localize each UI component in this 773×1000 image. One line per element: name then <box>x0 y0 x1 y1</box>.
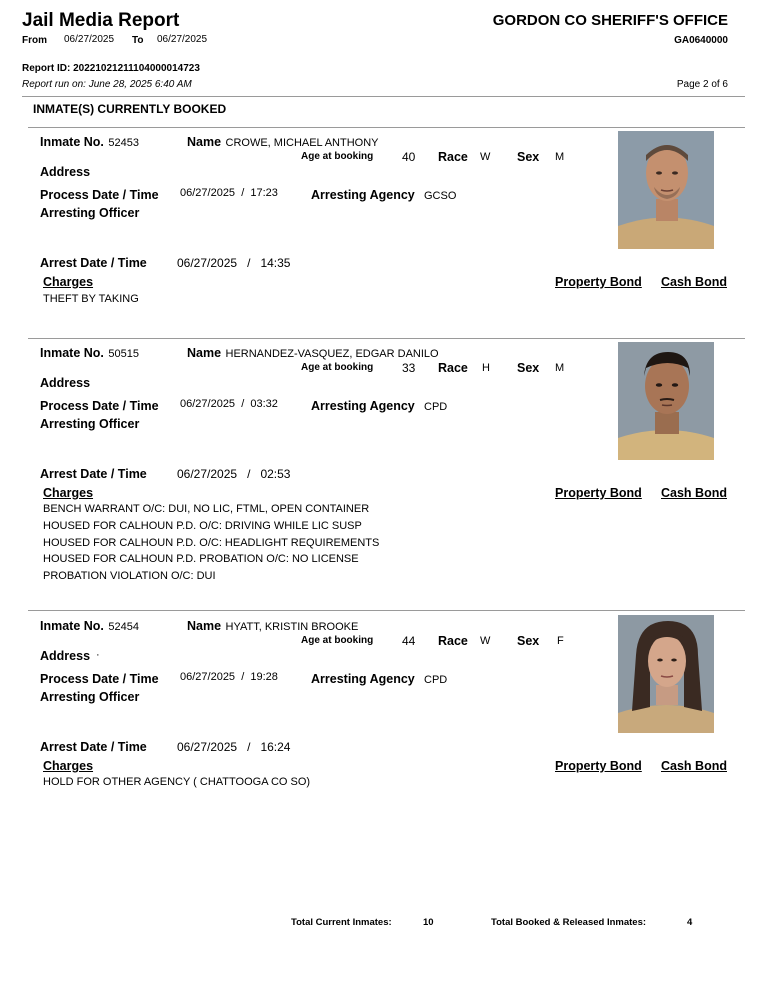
arrest-time: 16:24 <box>260 740 291 754</box>
charges-label: Charges <box>43 275 94 289</box>
arrest-time: 14:35 <box>260 256 291 270</box>
office-name: GORDON CO SHERIFF'S OFFICE <box>492 12 728 29</box>
race-value: H <box>482 362 490 374</box>
property-bond-label: Property Bond <box>555 759 642 773</box>
mugshot-photo <box>618 131 714 249</box>
arrest-value <box>177 740 290 754</box>
sex-value: F <box>557 635 564 647</box>
name-value: CROWE, MICHAEL ANTHONY <box>225 137 379 149</box>
header-divider <box>22 96 745 97</box>
charge-item: HOUSED FOR CALHOUN P.D. PROBATION O/C: NO LICENSE <box>43 553 359 566</box>
property-bond-label: Property Bond <box>555 275 642 289</box>
name-value: HERNANDEZ-VASQUEZ, EDGAR DANILO <box>225 348 439 360</box>
arrest-label: Arrest Date / Time <box>40 740 147 754</box>
slash: / <box>247 256 251 270</box>
charge-item: PROBATION VIOLATION O/C: DUI <box>43 570 216 583</box>
name-row <box>187 617 358 635</box>
charges-list <box>43 291 139 308</box>
inmate-no-value: 52453 <box>108 137 139 149</box>
process-date: 06/27/2025 <box>180 671 236 683</box>
page-number: Page 2 of 6 <box>676 79 728 90</box>
name-row <box>187 133 379 151</box>
process-value <box>180 398 278 410</box>
charges-list <box>43 774 310 791</box>
from-label: From <box>22 35 47 46</box>
name-value: HYATT, KRISTIN BROOKE <box>225 621 359 633</box>
slash: / <box>241 671 245 683</box>
section-title: INMATE(S) CURRENTLY BOOKED <box>33 102 227 116</box>
arrest-label: Arrest Date / Time <box>40 467 147 481</box>
process-value <box>180 671 278 683</box>
age-label: Age at booking <box>301 151 374 162</box>
report-title: Jail Media Report <box>22 10 180 31</box>
officer-label: Arresting Officer <box>40 206 140 220</box>
total-current-value: 10 <box>423 917 434 928</box>
officer-label: Arresting Officer <box>40 690 140 704</box>
total-booked-released-label: Total Booked & Released Inmates: <box>491 917 647 928</box>
cash-bond-label: Cash Bond <box>661 759 727 773</box>
charge-item: HOUSED FOR CALHOUN P.D. O/C: HEADLIGHT REQUIREMENTS <box>43 536 380 549</box>
sex-label: Sex <box>517 361 540 375</box>
inmate-no-row <box>40 344 139 362</box>
process-time: 03:32 <box>250 398 278 410</box>
age-value: 44 <box>402 634 416 648</box>
cash-bond-label: Cash Bond <box>661 275 727 289</box>
mugshot-photo <box>618 342 714 460</box>
mugshot-photo <box>618 615 714 733</box>
process-time: 19:28 <box>250 671 278 683</box>
process-label: Process Date / Time <box>40 399 159 413</box>
age-label: Age at booking <box>301 362 374 373</box>
arrest-date: 06/27/2025 <box>177 256 238 270</box>
name-row <box>187 344 439 362</box>
agency-label: Arresting Agency <box>311 399 415 413</box>
age-value: 33 <box>402 361 416 375</box>
agency-label: Arresting Agency <box>311 188 415 202</box>
age-value: 40 <box>402 150 416 164</box>
age-label: Age at booking <box>301 635 374 646</box>
name-label: Name <box>187 135 222 149</box>
race-label: Race <box>438 150 468 164</box>
inmate-no-label: Inmate No. <box>40 135 104 149</box>
process-date: 06/27/2025 <box>180 398 236 410</box>
race-value: W <box>480 635 491 647</box>
agency-value: CPD <box>424 674 448 686</box>
slash: / <box>241 187 245 199</box>
race-label: Race <box>438 361 468 375</box>
property-bond-label: Property Bond <box>555 486 642 500</box>
inmate-no-value: 52454 <box>108 621 139 633</box>
agency-value: CPD <box>424 401 448 413</box>
process-value <box>180 187 278 199</box>
report-id: Report ID: 20221021211104000014723 <box>22 63 200 74</box>
slash: / <box>247 740 251 754</box>
total-current-label: Total Current Inmates: <box>291 917 392 928</box>
officer-label: Arresting Officer <box>40 417 140 431</box>
to-label: To <box>132 35 144 46</box>
sex-label: Sex <box>517 634 540 648</box>
address-label: Address <box>40 165 91 179</box>
race-label: Race <box>438 634 468 648</box>
process-label: Process Date / Time <box>40 188 159 202</box>
ori-code: GA0640000 <box>674 35 728 46</box>
agency-value: GCSO <box>424 190 457 202</box>
record-divider <box>28 338 745 339</box>
report-run-on: Report run on: June 28, 2025 6:40 AM <box>22 79 192 90</box>
section-divider <box>28 127 745 128</box>
slash: / <box>247 467 251 481</box>
sex-value: M <box>555 362 565 374</box>
inmate-no-value: 50515 <box>108 348 139 360</box>
arrest-date: 06/27/2025 <box>177 467 238 481</box>
address-label: Address <box>40 649 91 663</box>
charges-label: Charges <box>43 486 94 500</box>
arrest-date: 06/27/2025 <box>177 740 238 754</box>
process-time: 17:23 <box>250 187 278 199</box>
address-value: · <box>96 649 100 661</box>
sex-value: M <box>555 151 565 163</box>
charge-item: THEFT BY TAKING <box>43 293 139 305</box>
arrest-time: 02:53 <box>260 467 291 481</box>
to-date: 06/27/2025 <box>157 34 208 45</box>
cash-bond-label: Cash Bond <box>661 486 727 500</box>
arrest-label: Arrest Date / Time <box>40 256 147 270</box>
address-label: Address <box>40 376 91 390</box>
race-value: W <box>480 151 491 163</box>
name-label: Name <box>187 619 222 633</box>
inmate-no-row <box>40 617 139 635</box>
charge-item: BENCH WARRANT O/C: DUI, NO LIC, FTML, OPEN CONTAINER <box>43 503 370 515</box>
record-divider <box>28 610 745 611</box>
total-booked-released-value: 4 <box>687 917 693 928</box>
from-date: 06/27/2025 <box>64 34 115 45</box>
charge-item: HOLD FOR OTHER AGENCY ( CHATTOOGA CO SO) <box>43 776 311 788</box>
inmate-no-row <box>40 133 139 151</box>
process-date: 06/27/2025 <box>180 187 236 199</box>
sex-label: Sex <box>517 150 540 164</box>
charges-label: Charges <box>43 759 94 773</box>
arrest-value <box>177 256 290 270</box>
inmate-no-label: Inmate No. <box>40 346 104 360</box>
agency-label: Arresting Agency <box>311 672 415 686</box>
charges-list <box>43 501 379 585</box>
charge-item: HOUSED FOR CALHOUN P.D. O/C: DRIVING WHILE LIC SUSP <box>43 519 362 532</box>
name-label: Name <box>187 346 222 360</box>
slash: / <box>241 398 245 410</box>
process-label: Process Date / Time <box>40 672 159 686</box>
inmate-no-label: Inmate No. <box>40 619 104 633</box>
arrest-value <box>177 467 290 481</box>
